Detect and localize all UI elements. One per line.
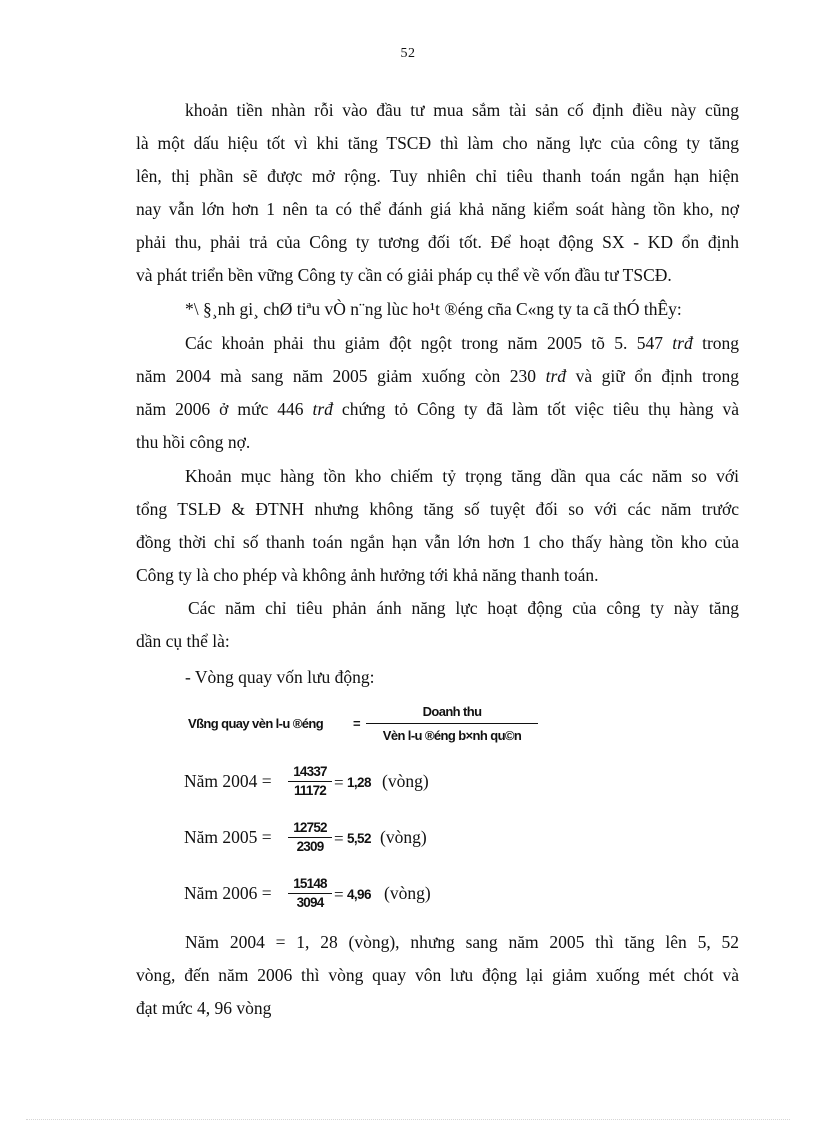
- denominator: 11172: [293, 783, 327, 798]
- numerator: 15148: [288, 875, 332, 894]
- numerator: 12752: [288, 819, 332, 838]
- heading-text: *\ §¸nh gi¸ chØ tiªu vÒ n¨ng lùc ho¹t ®éng cña C«ng ty ta cã thÓ thÊy:: [185, 299, 682, 319]
- unit-label: (vòng): [382, 771, 429, 791]
- text-run: chứng tỏ Công ty đã làm tốt việc tiêu thụ hàng và: [341, 399, 740, 419]
- denominator: 2309: [296, 839, 324, 854]
- result-value: 5,52: [347, 831, 371, 846]
- unit-trd: trđ: [545, 366, 567, 386]
- formula-denominator: Vèn l-u ®éng b×nh qu©n: [382, 728, 522, 743]
- numerator: 14337: [288, 763, 332, 782]
- text-line: thu hồi công nợ.: [136, 432, 251, 452]
- unit-trd: trđ: [672, 333, 693, 353]
- text-line: dần cụ thể là:: [136, 631, 230, 651]
- page-bottom-rule: [26, 1119, 790, 1120]
- year-label: Năm 2005 =: [184, 827, 272, 847]
- fraction: [288, 875, 332, 912]
- text-line: vòng, đến năm 2006 thì vòng quay vôn lưu động lại giảm xuống mét chót và: [136, 965, 739, 985]
- text-line: đạt mức 4, 96 vòng: [136, 998, 272, 1018]
- text-line: đồng thời chỉ số thanh toán ngắn hạn vẫn lớn hơn 1 cho thấy hàng tồn kho của: [136, 532, 739, 552]
- text-run: năm 2004 mà sang năm 2005 giảm xuống còn 230: [136, 366, 537, 386]
- text-run: trong: [702, 333, 740, 353]
- year-label: Năm 2006 =: [184, 883, 272, 903]
- text-line: tổng TSLĐ & ĐTNH nhưng không tăng số tuyệt đối so với các năm trước: [136, 499, 739, 519]
- equals-sign: =: [334, 773, 344, 792]
- paragraph-5: [136, 926, 739, 1025]
- text-run: Các khoản phải thu giảm đột ngột trong năm 2005 tõ 5. 547: [185, 333, 663, 353]
- equals-sign: =: [334, 885, 344, 904]
- text-line: [136, 360, 739, 393]
- text-line: là một dấu hiệu tốt vì khi tăng TSCĐ thì làm cho năng lực của công ty tăng: [136, 133, 739, 153]
- equals-sign: =: [334, 829, 344, 848]
- fraction: [288, 763, 332, 800]
- paragraph-2: [136, 327, 739, 459]
- page-number: 52: [400, 46, 416, 61]
- text-line: Năm 2004 = 1, 28 (vòng), nhưng sang năm 2005 thì tăng lên 5, 52: [185, 932, 739, 952]
- formula-equals: =: [353, 716, 360, 731]
- text-line: và phát triển bền vững Công ty cần có giải pháp cụ thể về vốn đầu tư TSCĐ.: [136, 265, 672, 285]
- bullet-item: [136, 661, 739, 694]
- denominator: 3094: [296, 895, 324, 910]
- text-line: [136, 393, 739, 426]
- text-line: khoản tiền nhàn rỗi vào đầu tư mua sắm tài sản cố định điều này cũng: [185, 100, 739, 120]
- section-heading: [136, 293, 739, 326]
- text-line: nay vẫn lớn hơn 1 nên ta có thể đánh giá khả năng kiểm soát hàng tồn kho, nợ: [136, 199, 739, 219]
- fraction: [288, 819, 332, 856]
- text-line: Khoản mục hàng tồn kho chiếm tỷ trọng tăng dần qua các năm so với: [185, 466, 739, 486]
- unit-label: (vòng): [380, 827, 427, 847]
- unit-label: (vòng): [384, 883, 431, 903]
- result-value: 1,28: [347, 775, 371, 790]
- result-value: 4,96: [347, 887, 371, 902]
- fraction-bar: [366, 723, 538, 724]
- year-label: Năm 2004 =: [184, 771, 272, 791]
- formula-lhs: Vßng quay vèn l-u ®éng: [188, 716, 324, 731]
- text-line: [136, 327, 739, 360]
- unit-trd: trđ: [312, 399, 333, 419]
- text-run: năm 2006 ở mức 446: [136, 399, 304, 419]
- text-line: Các năm chỉ tiêu phản ánh năng lực hoạt động của công ty này tăng: [188, 598, 739, 618]
- text-line: phải thu, phải trả của Công ty tương đối tốt. Để hoạt động SX - KD ổn định: [136, 232, 739, 252]
- paragraph-1: [136, 94, 739, 292]
- bullet-text: - Vòng quay vốn lưu động:: [185, 667, 375, 687]
- paragraph-4: [136, 592, 739, 658]
- formula-numerator: Doanh thu: [422, 704, 482, 719]
- text-line: lên, thị phần sẽ được mở rộng. Tuy nhiên chỉ tiêu thanh toán ngắn hạn hiện: [136, 166, 739, 186]
- text-line: Công ty là cho phép và không ảnh hưởng tới khả năng thanh toán.: [136, 565, 599, 585]
- paragraph-3: [136, 460, 739, 592]
- text-run: và giữ ổn định trong: [575, 366, 740, 386]
